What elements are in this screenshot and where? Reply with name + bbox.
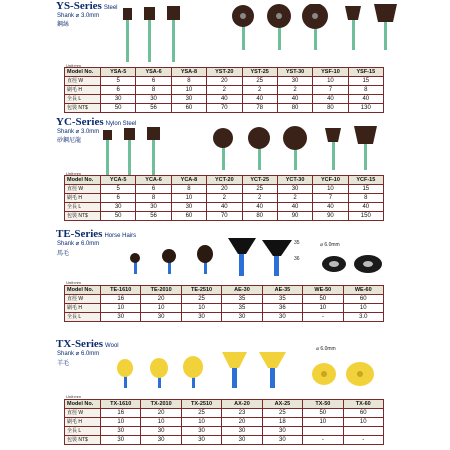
te-series-section [54,228,384,334]
table-row: 直徑 W 5 6 8 20 25 30 10 15 [65,77,384,86]
ysa-brush-icon [167,6,180,62]
table-row: 刷毛 H 6 8 10 2 2 2 7 8 [65,86,384,95]
yc-series-section [54,116,384,226]
dimension-label: 35 [294,240,300,246]
yst-wheel-brush-icon [232,5,254,50]
table-row: 全長 L 30 30 30 40 40 40 40 40 [65,203,384,212]
yct-wheel-brush-icon [213,128,233,170]
shank-spec: Shank ⌀ 3.0mm [57,13,100,19]
yca-brush-icon [103,130,112,176]
te-round-brush-icon [197,245,213,274]
dimension-label: 36 [294,256,300,262]
model-cell: YSF-10 [313,68,348,77]
table-row: 全長 L 30 30 30 30 30 [65,427,384,436]
ysa-brush-icon [144,7,155,62]
te-round-brush-icon [130,253,140,274]
header-label: Model No. [65,176,101,185]
header-label: Model No. [65,286,101,295]
table-row: 包裝 NT$ 30 30 30 30 30 - - [65,436,384,445]
product-catalog-page [54,0,384,450]
unit-label: Unit:mm [66,394,81,399]
ax-fan-brush-icon [222,352,247,388]
section-title: YS-Series Steel [56,0,118,12]
header-label: Model No. [65,68,101,77]
yct-wheel-brush-icon [248,127,270,170]
table-row: 直徑 W 16 20 25 23 25 50 60 [65,409,384,418]
ae-fan-brush-icon [262,240,292,276]
ax-fan-brush-icon [259,352,286,388]
model-cell: YSA-5 [101,68,136,77]
ys-brush-images [94,4,424,66]
dimension-label: ⌀ 6.0mm [316,346,336,352]
yc-brush-images [94,126,384,178]
material-chinese: 鋼絲 [57,22,70,28]
model-cell: YSA-8 [171,68,206,77]
ae-fan-brush-icon [228,238,256,276]
material-chinese: 羊毛 [57,361,70,367]
table-header-row: Model No. YCA-5 YCA-6 YCA-8 YCT-20 YCT-25 YCT-30 YCF-10 YCF-15 [65,176,384,185]
yst-wheel-brush-icon [302,4,328,50]
table-row: 刷毛 H 6 8 10 2 2 2 7 8 [65,194,384,203]
section-title: YC-Series Nylon Steel [56,116,137,128]
we-wheel-brush-icon [354,255,382,273]
table-row: 全長 L 30 30 30 30 30 - 3.0 [65,313,384,322]
section-title: TX-Series Wool [56,338,119,350]
table-header-row [65,68,384,77]
table-header-row: Model No. TX-1610 TX-2010 TX-2510 AX-20 AX-25 TX-50 TX-60 [65,400,384,409]
tx-wheel-brush-icon [312,363,336,385]
yca-brush-icon [147,127,160,176]
ysa-brush-icon [123,8,132,62]
table-row: 直徑 W 5 6 8 20 25 30 10 15 [65,185,384,194]
yca-brush-icon [124,128,135,176]
unit-label: Unit:mm [66,171,81,176]
shank-spec: Shank ⌀ 6.0mm [57,351,100,357]
yc-spec-table [64,175,384,221]
te-round-brush-icon [162,249,176,274]
table-row: 刷毛 H 10 10 10 20 18 10 10 [65,418,384,427]
tx-spec-table [64,399,384,445]
unit-label: Unit:mm [66,63,81,68]
ysf-cup-brush-icon [374,4,397,50]
model-cell: YSF-15 [348,68,383,77]
tx-wool-brush-icon [183,356,203,388]
te-brush-images [124,234,384,278]
model-cell: YST-25 [242,68,277,77]
model-cell: YST-30 [277,68,312,77]
tx-wheel-brush-icon [346,362,374,386]
section-title: TE-Series Horse Hairs [56,228,137,240]
tx-series-section [54,338,384,450]
table-row: 包裝 NT$ 50 56 60 70 78 80 80 130 [65,104,384,113]
table-row: 全長 L 30 30 30 40 40 40 40 40 [65,95,384,104]
yct-wheel-brush-icon [283,126,307,170]
table-row: 包裝 NT$ 50 56 60 70 80 90 90 150 [65,212,384,221]
unit-label: Unit:mm [66,280,81,285]
tx-wool-brush-icon [150,358,168,388]
tx-brush-images [110,348,380,392]
yst-wheel-brush-icon [267,4,291,50]
table-row: 刷毛 H 10 10 10 35 36 10 10 [65,304,384,313]
te-spec-table [64,285,384,322]
material-chinese: 馬毛 [57,251,70,257]
table-header-row: Model No. TE-1610 TE-2010 TE-2510 AE-30 AE-35 WE-50 WE-60 [65,286,384,295]
material-chinese: 砂鋼尼龍 [57,138,82,144]
ys-spec-table [64,67,384,113]
shank-spec: Shank ⌀ 6.0mm [57,241,100,247]
dimension-label: ⌀ 6.0mm [320,242,340,248]
table-row: 直徑 W 16 20 25 35 35 50 60 [65,295,384,304]
ycf-cup-brush-icon [354,126,377,170]
shank-spec: Shank ⌀ 3.0mm [57,129,100,135]
ys-series-section [54,0,384,110]
header-label: Model No. [65,400,101,409]
model-cell: YST-20 [207,68,242,77]
model-cell: YSA-6 [136,68,171,77]
we-wheel-brush-icon [322,256,346,272]
tx-wool-brush-icon [117,359,133,388]
ycf-cup-brush-icon [325,128,341,170]
ysf-cup-brush-icon [345,6,361,50]
